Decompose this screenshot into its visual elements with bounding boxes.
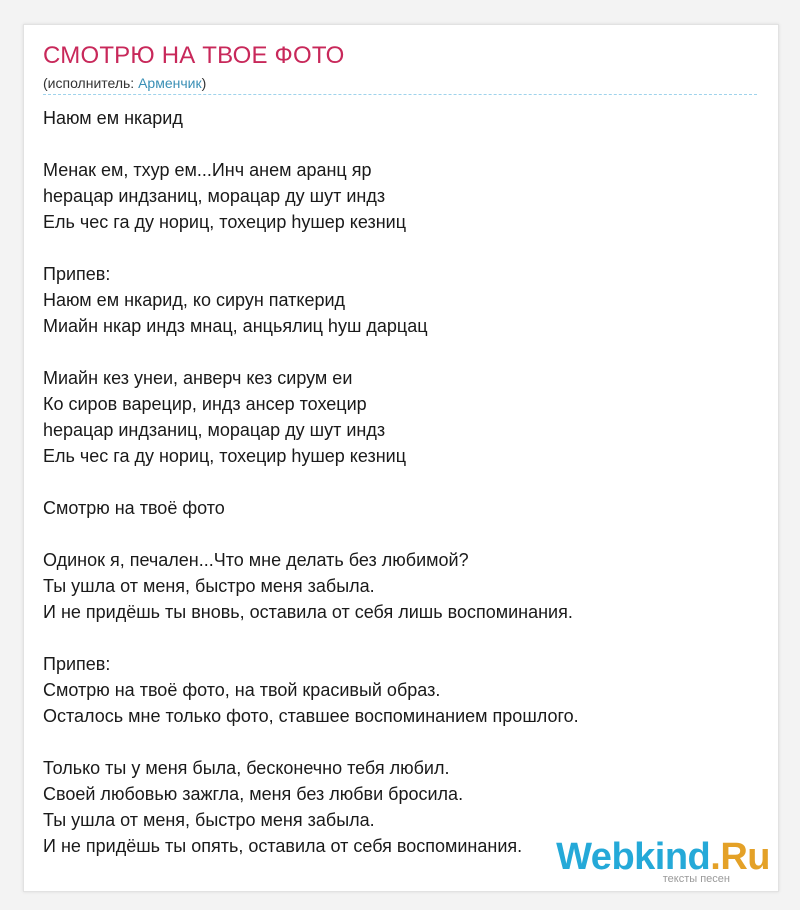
- lyrics-stanza: [43, 365, 763, 469]
- artist-line: [43, 75, 206, 91]
- webkind-watermark: [556, 838, 770, 885]
- lyrics-line: Наюм ем нкарид, ко сирун паткерид: [43, 290, 346, 310]
- song-title: СМОТРЮ НА ТВОЕ ФОТО: [43, 42, 345, 69]
- logo-web-text: Web: [556, 836, 635, 878]
- lyrics-line: Припев:: [43, 264, 111, 284]
- lyrics-line: Ель чес га ду нориц, тохецир hушер кезниц: [43, 212, 407, 232]
- logo-ru-text: .Ru: [710, 836, 770, 878]
- lyrics-line: И не придёшь ты вновь, оставила от себя лишь воспоминания.: [43, 602, 573, 622]
- lyrics-line: hерацар индзаниц, морацар ду шут индз: [43, 420, 386, 440]
- title-divider: [43, 94, 757, 95]
- lyrics-stanza: [43, 157, 763, 235]
- lyrics-line: Наюм ем нкарид: [43, 108, 183, 128]
- lyrics-line: Осталось мне только фото, ставшее воспоминанием прошлого.: [43, 706, 579, 726]
- lyrics-line: Ко сиров варецир, индз ансер тохецир: [43, 394, 367, 414]
- lyrics-line: Менак ем, тхур ем...Инч анем аранц яр: [43, 160, 372, 180]
- lyrics-card: [23, 24, 779, 892]
- lyrics-line: И не придёшь ты опять, оставила от себя воспоминания.: [43, 836, 523, 856]
- lyrics-stanza: [43, 261, 763, 339]
- lyrics-line: Смотрю на твоё фото: [43, 498, 225, 518]
- lyrics-stanza: [43, 547, 763, 625]
- lyrics-line: Только ты у меня была, бесконечно тебя любил.: [43, 758, 450, 778]
- lyrics-stanza: [43, 105, 763, 131]
- artist-suffix: ): [201, 75, 207, 91]
- logo-kind-text: kind: [634, 836, 711, 878]
- lyrics-line: Своей любовью зажгла, меня без любви бросила.: [43, 784, 464, 804]
- lyrics-line: Ты ушла от меня, быстро меня забыла.: [43, 810, 375, 830]
- lyrics-stanza: [43, 495, 763, 521]
- lyrics-line: Ты ушла от меня, быстро меня забыла.: [43, 576, 375, 596]
- artist-link[interactable]: Арменчик: [138, 75, 202, 91]
- lyrics-line: Припев:: [43, 654, 111, 674]
- lyrics-line: Миайн кез унеи, анверч кез сирум еи: [43, 368, 353, 388]
- lyrics-line: hерацар индзаниц, морацар ду шут индз: [43, 186, 386, 206]
- lyrics-line: Ель чес га ду нориц, тохецир hушер кезниц: [43, 446, 407, 466]
- webkind-logo: [556, 838, 770, 876]
- lyrics-stanza: [43, 651, 763, 729]
- artist-prefix: (исполнитель:: [43, 75, 139, 91]
- lyrics-line: Миайн нкар индз мнац, анцьялиц hуш дарцац: [43, 316, 428, 336]
- lyrics-line: Одинок я, печален...Что мне делать без любимой?: [43, 550, 469, 570]
- logo-tagline: тексты песен: [662, 873, 730, 885]
- lyrics-body: [43, 105, 763, 885]
- lyrics-line: Смотрю на твоё фото, на твой красивый образ.: [43, 680, 441, 700]
